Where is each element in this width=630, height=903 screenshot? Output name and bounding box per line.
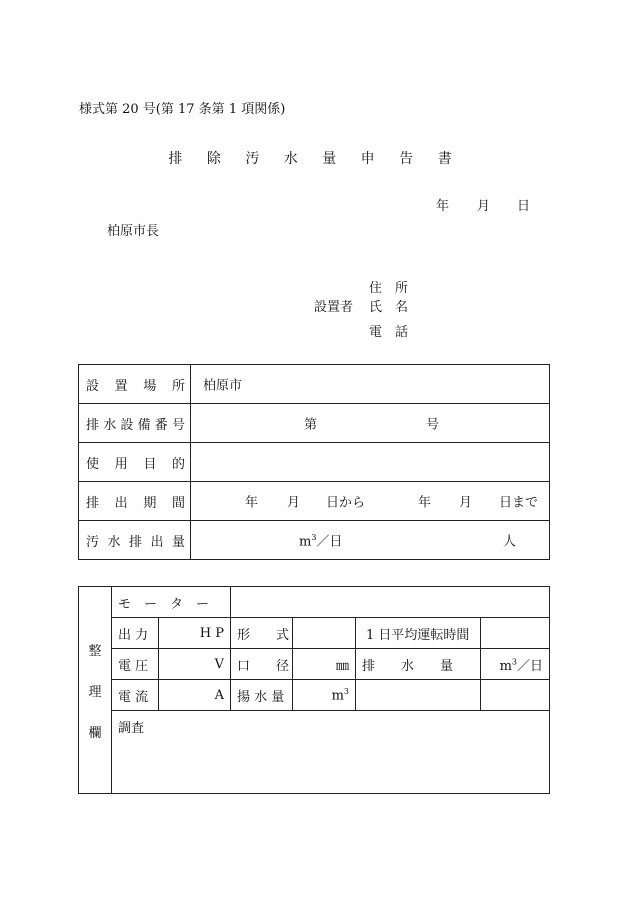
- voltage-label: 電 圧: [112, 649, 159, 680]
- type-value-cell[interactable]: [293, 618, 356, 649]
- survey-label: 調査: [118, 721, 145, 736]
- addressee: 柏原市長: [107, 224, 160, 239]
- motor-value-cell[interactable]: [231, 587, 550, 618]
- facility-no-value-cell[interactable]: [191, 404, 550, 443]
- avg-time-label: 1 日平均運転時間: [356, 618, 481, 649]
- table-row: [79, 482, 550, 521]
- volume-unit-m: m: [299, 534, 312, 550]
- discharge-unit[interactable]: $m^3/$日: [481, 649, 550, 680]
- discharge-unit-m: m: [499, 658, 512, 674]
- avg-time-value-cell[interactable]: [481, 618, 550, 649]
- period-year-to: 年: [418, 495, 432, 511]
- table-row: [79, 365, 550, 404]
- type-label: 形 式: [231, 618, 293, 649]
- date-day-label: 日: [517, 199, 531, 214]
- period-label-cell: [79, 482, 191, 521]
- facility-no-label-cell: [79, 404, 191, 443]
- bore-label: 口 径: [231, 649, 293, 680]
- volume-label-cell: [79, 521, 191, 560]
- pump-unit-m: m: [331, 688, 344, 704]
- volume-value-cell[interactable]: [191, 521, 550, 560]
- table-row: [79, 443, 550, 482]
- admin-side-char-2: 理: [88, 684, 102, 700]
- date-month-label: 月: [477, 199, 491, 214]
- current-unit[interactable]: A: [159, 680, 231, 711]
- period-month-from: 月: [287, 495, 301, 511]
- volume-unit: $m^3/$日: [299, 533, 343, 550]
- location-value: 柏原市: [203, 378, 243, 394]
- facility-no-label: 排 水 設 備 番 号: [86, 417, 185, 433]
- pump-extra-cell-2[interactable]: [481, 680, 550, 711]
- motor-label: モ ー タ ー: [112, 587, 231, 618]
- pump-unit[interactable]: $m^3$: [293, 680, 356, 711]
- name-label: 氏 名: [369, 300, 409, 315]
- period-year-from: 年: [245, 495, 259, 511]
- output-unit[interactable]: H P: [159, 618, 231, 649]
- period-label: 排 出 期 間: [86, 495, 185, 511]
- discharge-label: 排 水 量: [356, 649, 481, 680]
- pump-extra-cell[interactable]: [356, 680, 481, 711]
- period-month-to: 月: [459, 495, 473, 511]
- date-year-label: 年: [436, 199, 450, 214]
- table-row: [79, 521, 550, 560]
- bore-unit[interactable]: ㎜: [293, 649, 356, 680]
- document-title: 排 除 汚 水 量 申 告 書: [168, 151, 462, 167]
- period-day-from: 日から: [326, 495, 366, 511]
- volume-people-unit: 人: [503, 534, 517, 550]
- discharge-unit-per-day: ／日: [516, 658, 543, 674]
- current-label: 電 流: [112, 680, 159, 711]
- location-value-cell[interactable]: [191, 365, 550, 404]
- admin-side-label: [79, 587, 112, 794]
- admin-table: [78, 586, 550, 794]
- address-label: 住 所: [369, 281, 409, 296]
- voltage-unit[interactable]: V: [159, 649, 231, 680]
- application-table: [78, 364, 550, 560]
- phone-label: 電 話: [369, 325, 409, 340]
- pump-label: 揚 水 量: [231, 680, 293, 711]
- purpose-label: 使 用 目 的: [86, 456, 185, 472]
- purpose-label-cell: [79, 443, 191, 482]
- location-label: 設 置 場 所: [86, 378, 185, 394]
- purpose-value-cell[interactable]: [191, 443, 550, 482]
- output-label: 出 力: [112, 618, 159, 649]
- period-day-to: 日まで: [499, 495, 539, 511]
- volume-label: 汚 水 排 出 量: [86, 534, 185, 550]
- location-label-cell: [79, 365, 191, 404]
- volume-unit-per-day: ／日: [316, 534, 343, 550]
- applicant-role: 設置者: [314, 300, 354, 315]
- facility-no-prefix: 第: [304, 417, 318, 433]
- admin-side-char-1: 整: [88, 643, 102, 659]
- period-value-cell[interactable]: [191, 482, 550, 521]
- admin-side-char-3: 欄: [88, 725, 102, 741]
- survey-cell[interactable]: [112, 711, 550, 794]
- table-row: [79, 404, 550, 443]
- form-number: 様式第 20 号(第 17 条第 1 項関係): [79, 102, 286, 117]
- facility-no-suffix: 号: [426, 417, 440, 433]
